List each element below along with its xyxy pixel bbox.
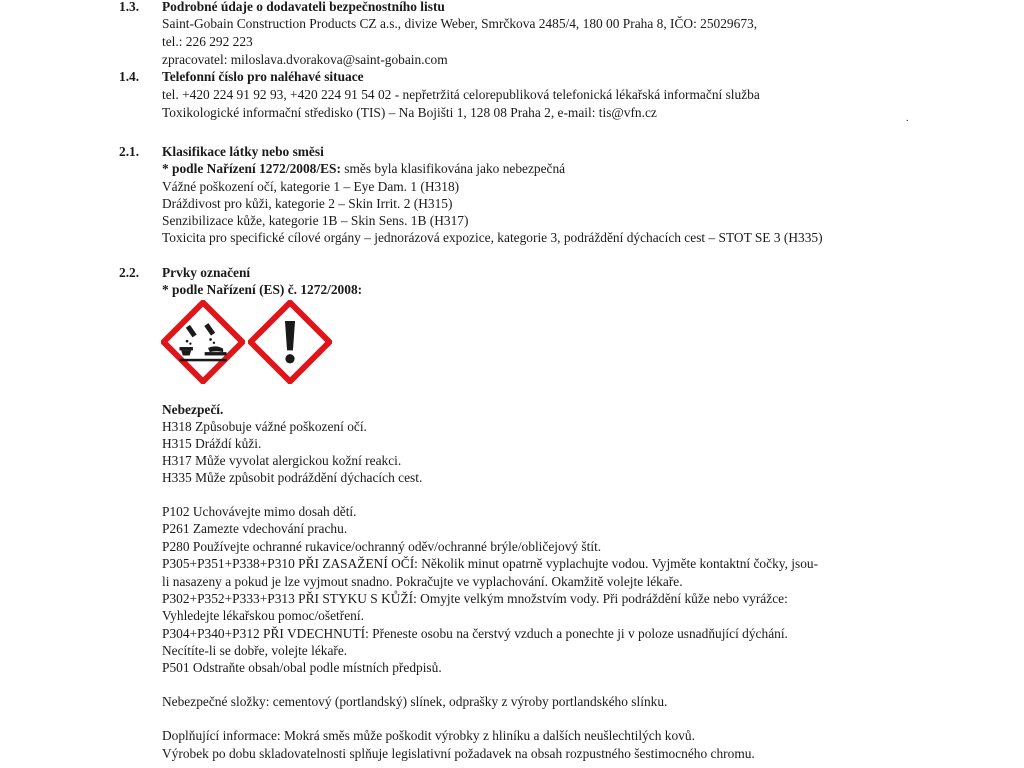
precautionary-statement-continued: Vyhledejte lékařskou pomoc/ošetření. (162, 608, 364, 623)
classification-regulation (162, 160, 565, 177)
precautionary-statement: P305+P351+P338+P310 PŘI ZASAŽENÍ OČÍ: Několik minut opatrně vyplachujte vodou. Vyjměte kontaktní čočky, jsou- (162, 556, 819, 571)
section-title-1-3: Podrobné údaje o dodavateli bezpečnostního listu (162, 0, 445, 14)
corrosion-pictogram-icon (161, 300, 245, 384)
classification-item: Vážné poškození očí, kategorie 1 – Eye Dam. 1 (H318) (162, 179, 460, 194)
supplier-contact-email: zpracovatel: miloslava.dvorakova@saint-gobain.com (162, 52, 448, 67)
section-number-2-1: 2.1. (119, 144, 140, 159)
regulation-label: * podle Nařízení 1272/2008/ES: (162, 161, 341, 176)
precautionary-statement: P302+P352+P333+P313 PŘI STYKU S KŮŽÍ: Omyjte velkým množstvím vody. Při podráždění kůže nebo vyrážce: (162, 591, 788, 606)
precautionary-statement: P102 Uchovávejte mimo dosah dětí. (162, 504, 357, 519)
hazardous-components: Nebezpečné složky: cementový (portlandský) slínek, odprašky z výroby portlandského slínku. (162, 694, 668, 709)
hazard-statement: H317 Může vyvolat alergickou kožní reakci. (162, 453, 402, 468)
section-number-1-4: 1.4. (119, 69, 140, 84)
section-title-2-1: Klasifikace látky nebo směsi (162, 144, 324, 159)
precautionary-statement: P261 Zamezte vdechování prachu. (162, 521, 348, 536)
toxicology-center-line: Toxikologické informační středisko (TIS) – Na Bojišti 1, 128 08 Praha 2, e-mail: tis@vfn.cz (162, 105, 657, 120)
labelling-regulation: * podle Nařízení (ES) č. 1272/2008: (162, 282, 363, 297)
precautionary-statement: P304+P340+P312 PŘI VDECHNUTÍ: Přeneste osobu na čerstvý vzduch a ponechte ji v poloze usnadňující dýchání. (162, 626, 788, 641)
stray-dot: . (906, 113, 909, 124)
regulation-text: směs byla klasifikována jako nebezpečná (340, 161, 566, 176)
section-title-2-2: Prvky označení (162, 265, 251, 280)
classification-item: Dráždivost pro kůži, kategorie 2 – Skin Irrit. 2 (H315) (162, 196, 453, 211)
precautionary-statement-continued: Necítíte-li se dobře, volejte lékaře. (162, 643, 348, 658)
section-number-2-2: 2.2. (119, 265, 140, 280)
classification-item: Senzibilizace kůže, kategorie 1B – Skin Sens. 1B (H317) (162, 213, 469, 228)
section-title-1-4: Telefonní číslo pro naléhavé situace (162, 69, 364, 84)
precautionary-statement: P501 Odstraňte obsah/obal podle místních předpisů. (162, 660, 442, 675)
hazard-statement: H335 Může způsobit podráždění dýchacích cest. (162, 470, 423, 485)
section-number-1-3: 1.3. (119, 0, 140, 14)
precautionary-statement-continued: li nasazeny a pokud je lze vyjmout snadno. Pokračujte ve vyplachování. Okamžitě volejte lékaře. (162, 574, 683, 589)
supplier-phone: tel.: 226 292 223 (162, 34, 253, 49)
exclamation-mark-pictogram-icon (248, 300, 332, 384)
hazard-statement: H318 Způsobuje vážné poškození očí. (162, 419, 367, 434)
hazard-statement: H315 Dráždí kůži. (162, 436, 262, 451)
signal-word: Nebezpečí. (162, 402, 224, 417)
classification-item: Toxicita pro specifické cílové orgány – jednorázová expozice, kategorie 3, podráždění dýchacích cest – STOT SE 3 (H335) (162, 230, 823, 245)
additional-info: Doplňující informace: Mokrá směs může poškodit výrobky z hliníku a dalších neušlechtilých kovů. (162, 728, 695, 743)
supplier-line: Saint-Gobain Construction Products CZ a.s., divize Weber, Smrčkova 2485/4, 180 00 Praha 8, IČO: 25029673, (162, 16, 758, 31)
emergency-phone-line: tel. +420 224 91 92 93, +420 224 91 54 02 - nepřetržitá celorepubliková telefonická lékařská informační služba (162, 87, 760, 102)
additional-info-chromium: Výrobek po dobu skladovatelnosti splňuje legislativní požadavek na obsah rozpustného šestimocného chromu. (162, 746, 755, 761)
precautionary-statement: P280 Používejte ochranné rukavice/ochranný oděv/ochranné brýle/obličejový štít. (162, 539, 602, 554)
